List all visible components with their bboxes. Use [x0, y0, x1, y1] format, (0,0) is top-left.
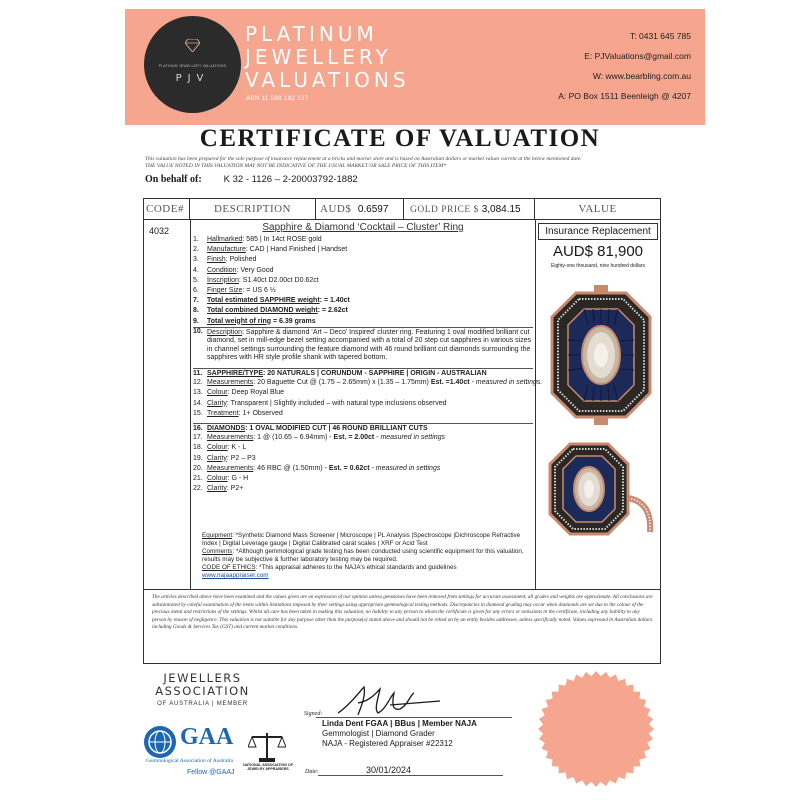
insurance-replacement-label: Insurance Replacement — [538, 223, 658, 240]
item-number: 6. — [193, 286, 199, 294]
list-item — [193, 474, 533, 484]
list-item — [193, 317, 533, 327]
divider — [190, 220, 191, 589]
list-item — [193, 443, 533, 453]
jewellers-association-logo — [145, 672, 260, 698]
item-title: Sapphire & Diamond ‘Cocktail – Cluster’ Ring — [262, 222, 464, 233]
item-number: 13. — [193, 389, 203, 397]
list-item — [193, 276, 533, 286]
item-number: 20. — [193, 464, 203, 472]
ring-photo-angled — [548, 436, 654, 546]
item-label: Total combined DIAMOND weight — [207, 307, 318, 315]
phone: T: 0431 645 785 — [630, 31, 691, 41]
comments — [202, 548, 532, 564]
divider — [144, 589, 660, 590]
header-value: VALUE — [578, 203, 617, 215]
item-text: : K - L — [227, 444, 247, 452]
aud-label: AUD$ — [320, 203, 352, 215]
header-gold-price — [404, 199, 535, 220]
equipment-label: Equipment — [202, 532, 233, 539]
item-number: 9. — [193, 317, 199, 325]
signer-registration: NAJA - Registered Appraiser #22312 — [322, 739, 453, 748]
gaa-full-name: Gemmological Association of Australia — [146, 758, 233, 764]
signer-title: Gemmologist | Diamond Grader — [322, 729, 435, 738]
item-number: 8. — [193, 307, 199, 315]
ring-photo-top — [548, 285, 654, 425]
brand-line: JEWELLERY — [245, 45, 392, 69]
contact-details — [558, 26, 691, 106]
item-text: : Deep Royal Blue — [227, 389, 285, 397]
item-number: 5. — [193, 276, 199, 284]
ja-member: OF AUSTRALIA | MEMBER — [157, 701, 248, 707]
list-item — [193, 327, 533, 363]
item-text: : = US 6 ½ — [242, 286, 276, 294]
equipment-text: : *Synthetic Diamond Mass Screener | Microscope | PL Analysis |Spectroscope |Dichroscope Refractive Index | Digital Leverage gauge | Digital Calibrated carat scales | XRF or Acid Test — [202, 532, 521, 547]
list-item — [193, 245, 533, 255]
item-number: 7. — [193, 297, 199, 305]
item-number: 11. — [193, 370, 203, 378]
valuation-words: Eighty-one thousand, nine hundred dollars — [551, 263, 645, 269]
signed-label: Signed: — [304, 711, 323, 717]
item-label: Clarity — [207, 485, 227, 493]
list-item — [193, 433, 533, 443]
item-text: : 20 NATURALS | CORUNDUM - SAPPHIRE | ORIGIN - AUSTRALIAN — [263, 370, 487, 378]
item-note: - measured in settings — [374, 434, 446, 442]
item-label: DIAMONDS — [207, 425, 246, 432]
item-number: 18. — [193, 444, 203, 452]
item-label: Manufacture — [207, 246, 246, 254]
list-item — [193, 399, 533, 409]
brand-line: VALUATIONS — [245, 68, 410, 92]
item-label: Description — [207, 328, 243, 336]
item-text: : 585 | In 14ct ROSE gold — [242, 236, 322, 243]
item-label: Colour — [207, 444, 228, 452]
item-number: 3. — [193, 256, 199, 264]
signature — [330, 683, 450, 719]
item-label: Total weight of ring — [207, 317, 272, 325]
item-label: Clarity — [207, 399, 227, 407]
pjv-logo — [144, 16, 241, 113]
item-text: : = 1.40ct — [319, 297, 350, 305]
gaa-logo-text: GAA — [180, 724, 234, 750]
table-header — [144, 199, 660, 220]
item-text: : = 2.62ct — [317, 307, 348, 315]
ethics-text: : *This appraisal adheres to the NAJA's ethical standards and guidelines — [255, 564, 457, 571]
item-note: - measured in settings. — [469, 379, 543, 387]
item-text: : P2+ — [226, 485, 244, 493]
item-label: SAPPHIRE/TYPE — [207, 370, 264, 378]
diamond-icon — [185, 39, 200, 52]
letterhead — [125, 9, 705, 125]
item-label: Measurements — [207, 464, 254, 472]
list-item — [193, 378, 543, 388]
header-aud — [316, 199, 404, 220]
najaa-name: NATIONAL ASSOCIATION OF JEWELRY APPRAISERS — [243, 763, 293, 772]
header-description: DESCRIPTION — [190, 199, 316, 220]
item-number: 4. — [193, 266, 199, 274]
seal-icon — [536, 669, 656, 789]
disclaimer-line: This valuation has been prepared for the sole purpose of insurance replacement at a bricks and mortar store and is based on Australian dollars or market values current at the below mentioned date. — [145, 156, 582, 162]
item-label: Colour — [207, 474, 228, 482]
item-text: : 20 Baguette Cut @ (1.75 – 2.65mm) x (1.35 – 1.75mm) — [253, 379, 429, 387]
item-text: : P2 – P3 — [226, 454, 256, 462]
item-details — [193, 235, 543, 494]
brand-line: PLATINUM — [245, 22, 378, 46]
valuation-table — [143, 198, 661, 664]
item-number: 14. — [193, 399, 203, 407]
brand-name — [245, 23, 410, 92]
website: W: www.bearbling.com.au — [592, 71, 691, 81]
logo-initials: PJV — [175, 73, 210, 84]
item-number: 15. — [193, 409, 203, 417]
item-text: : Sapphire & diamond ‘Art – Deco’ Inspired’ cluster ring. Featuring 1 oval modified brilliant cut diamond, set in mill-edge bezel setting accompanied with a total of 20 step cut sapphires in various sizes in channel settings surrounding the feature diamond with 46 round brilliant cut diamonds surrounding the sapphires with HR style profile shank with tapered bottom. — [207, 328, 532, 362]
item-number: 10. — [193, 327, 203, 335]
item-label: Hallmarked — [207, 236, 243, 243]
comments-text: : *Although gemmological grade testing has been conducted using scientific equipment for this valuation, results may be subjective & further laboratory testing may be required. — [202, 548, 524, 563]
list-item — [193, 235, 533, 245]
item-label: Measurements — [207, 379, 254, 387]
item-text: : 1 @ (10.65 – 6.94mm) - — [253, 434, 332, 442]
item-text: : S1.40ct D2.00ct D0.62ct — [238, 276, 319, 284]
item-text: : CAD | Hand Finished | Handset — [245, 246, 348, 254]
behalf-number: K 32 - 1126 – 2-20003792-1882 — [223, 174, 358, 185]
ja-line: ASSOCIATION — [155, 684, 250, 698]
list-item — [193, 266, 533, 276]
signer-block — [322, 719, 477, 749]
list-item — [193, 255, 533, 265]
item-text: = 6.39 grams — [271, 317, 316, 325]
list-item — [193, 423, 533, 433]
list-item — [193, 464, 533, 474]
item-number: 1. — [193, 236, 199, 243]
item-label: Condition — [207, 266, 237, 274]
item-label: Colour — [207, 389, 228, 397]
valuation-amount: AUD$ 81,900 — [552, 243, 644, 260]
valuation-date: 30/01/2024 — [366, 765, 412, 775]
item-label: Measurements — [207, 434, 254, 442]
item-number: 16. — [193, 425, 203, 432]
gaa-globe-icon — [144, 726, 176, 758]
date-label: Date: — [305, 769, 319, 775]
equipment — [202, 532, 532, 548]
item-estimate: Est. =1.40ct — [430, 379, 470, 387]
item-label: Clarity — [207, 454, 227, 462]
item-text: : Very Good — [236, 266, 274, 274]
list-item — [193, 388, 533, 398]
item-number: 22. — [193, 485, 203, 493]
signature-line — [316, 717, 512, 718]
list-item — [193, 368, 533, 378]
on-behalf-of — [145, 174, 358, 185]
list-item — [193, 306, 533, 316]
item-code: 4032 — [149, 226, 170, 236]
logo-arc-text: PLATINUM JEWELLERY VALUATIONS — [158, 64, 227, 68]
ja-line: JEWELLERS — [163, 671, 242, 685]
item-label: Finish — [207, 256, 226, 264]
item-label: Inscription — [207, 276, 239, 284]
item-label: Finger Size — [207, 286, 243, 294]
item-estimate: Est. = 0.62ct — [326, 464, 370, 472]
comments-label: Comments — [202, 548, 233, 555]
code-of-ethics — [202, 564, 532, 572]
list-item — [193, 484, 533, 494]
item-number: 21. — [193, 474, 203, 482]
item-number: 17. — [193, 434, 203, 442]
disclaimer — [145, 156, 665, 170]
scales-of-justice-icon — [248, 731, 286, 763]
gold-label: GOLD PRICE $ — [410, 205, 479, 215]
item-text: : 1 OVAL MODIFIED CUT | 46 ROUND BRILLIANT CUTS — [245, 425, 428, 432]
gaa-fellow: Fellow @GAAJ — [187, 769, 235, 776]
testing-notes — [202, 532, 532, 580]
ethics-label: CODE OF ETHICS — [202, 564, 256, 571]
item-text: : 46 RBC @ (1.50mm) - — [253, 464, 327, 472]
gold-value: 3,084.15 — [481, 204, 521, 215]
item-text: : G - H — [227, 474, 249, 482]
list-item — [193, 409, 533, 419]
item-number: 2. — [193, 246, 199, 254]
item-label: Total estimated SAPPHIRE weight — [207, 297, 320, 305]
list-item — [193, 454, 533, 464]
item-text: : Transparent | Slightly included – with natural type inclusions observed — [226, 399, 447, 407]
behalf-label: On behalf of: — [145, 174, 202, 185]
item-estimate: Est. = 2.00ct — [331, 434, 375, 442]
abn: ABN 11 588 192 137 — [246, 96, 309, 102]
item-number: 19. — [193, 454, 203, 462]
divider — [535, 220, 536, 589]
email: E: PJValuations@gmail.com — [584, 51, 691, 61]
certificate-title: CERTIFICATE OF VALUATION — [199, 125, 601, 152]
list-item — [193, 296, 533, 306]
item-number: 12. — [193, 379, 203, 387]
address: A: PO Box 1511 Beenleigh @ 4207 — [558, 91, 691, 101]
naja-link[interactable]: www.najaappraiser.com — [202, 572, 269, 579]
item-note: - measured in settings — [369, 464, 441, 472]
list-item — [193, 286, 533, 296]
signer-name: Linda Dent FGAA | BBus | Member NAJA — [322, 719, 477, 728]
disclaimer-line: THE VALUE NOTED IN THIS VALUATION MAY NOT BE INDICATIVE OF THE USUAL MARKET OR SALE PRICE OF THIS ITEM* — [145, 163, 447, 169]
date-line — [318, 775, 503, 776]
header-code: CODE# — [144, 199, 190, 220]
aud-value: 0.6597 — [357, 204, 389, 215]
legal-disclaimer: The articles described above have been examined and the values given are an expression of our opinion unless gemstones have been removed from settings for accurate assessment, all grades and weights are approximate. All conclusions are substantiated by careful examination of the items within limitations imposed by their settings using appropriate gemmological testing methods. Discrepancies in diamond grading may occur when diamonds are set due to the colour of the precious metal and restrictions of the settings. Whilst all care has been taken in making this valuation, no liability to any person to whom the certificate is given for any errors or omissions in the certificate, including any liability to any person by reason of negligence. This valuation is not suitable for any purpose other than the purpose(s) stated above and should not be relied on by an entity besides addressee, unless specifically noted. Values expressed in Australian dollars including Goods & Services Tax (GST) and current market conditions. — [152, 594, 653, 631]
item-text: : 1+ Observed — [238, 409, 283, 417]
item-text: : Polished — [225, 256, 257, 264]
item-label: Treatment — [207, 409, 239, 417]
